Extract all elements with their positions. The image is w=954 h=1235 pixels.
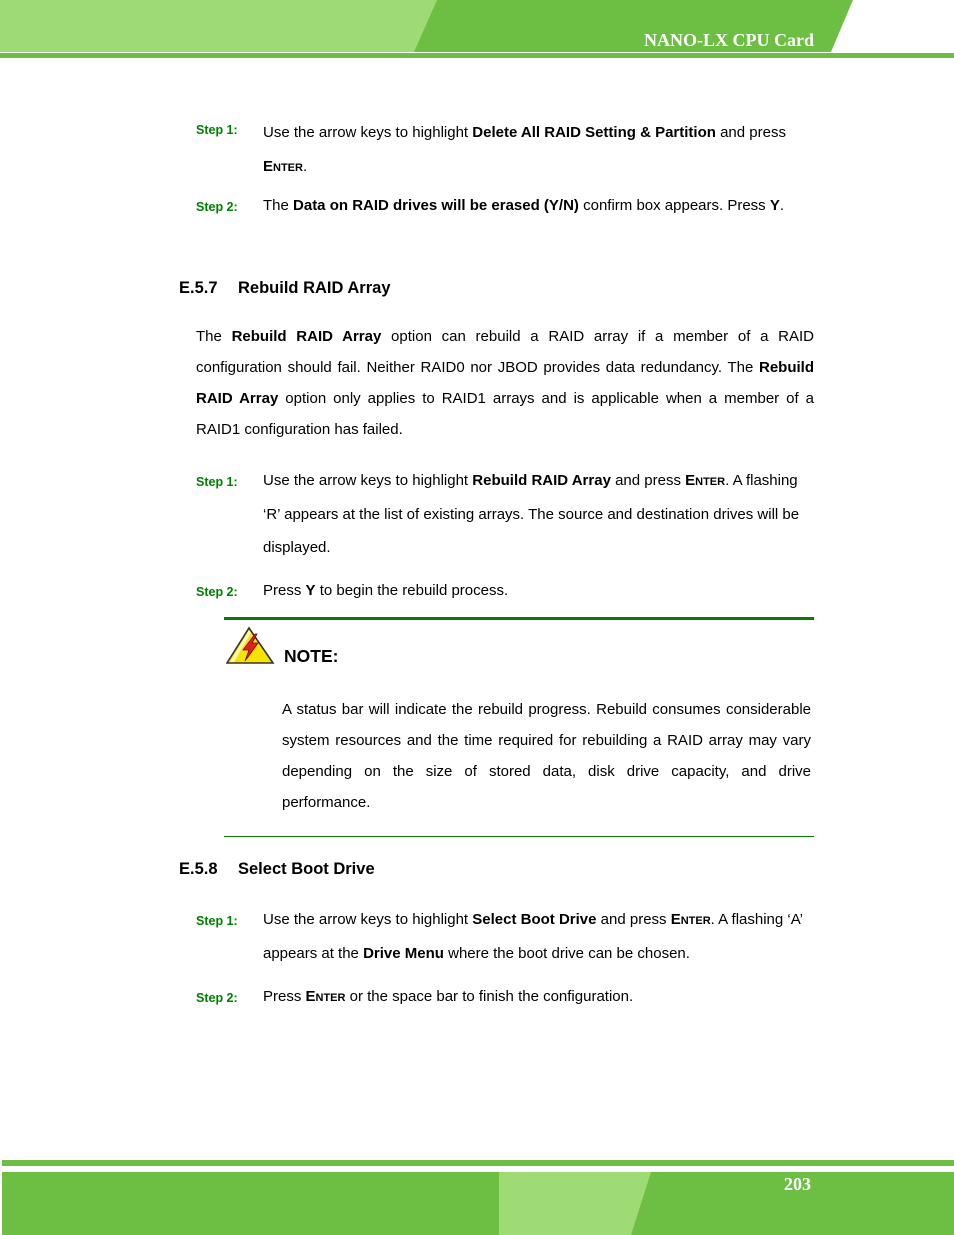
step-text: Use the arrow keys to highlight Rebuild RAID Array and press Enter. A flashing ‘R’ appears at the list of existing arrays. The source and destination drives will be displayed. (263, 472, 800, 556)
step-text: The Data on RAID drives will be erased (Y/N) confirm box appears. Press Y. (263, 197, 785, 214)
step-label: Step 1: (196, 475, 238, 489)
section-heading-e57: E.5.7 Rebuild RAID Array (179, 279, 391, 297)
step-label: Step 2: (196, 991, 238, 1005)
step-text: Press Y to begin the rebuild process. (263, 582, 509, 599)
section-heading-e58: E.5.8 Select Boot Drive (179, 860, 375, 878)
note-text: A status bar will indicate the rebuild progress. Rebuild consumes considerable system resources and the time required for rebuilding a RAID array may vary depending on the size of stored data, disk drive capacity, and drive performance. (282, 701, 811, 811)
step-label: Step 2: (196, 585, 238, 599)
step-label: Step 1: (196, 123, 238, 137)
page-number: 203 (784, 1174, 811, 1194)
step-text: Use the arrow keys to highlight Delete All RAID Setting & Partition and press Enter. (263, 124, 786, 175)
rebuild-raid-paragraph: The Rebuild RAID Array option can rebuild a RAID array if a member of a RAID configuration should fail. Neither RAID0 nor JBOD provides data redundancy. The Rebuild RAID Array option only applies to RAID1 arrays and is applicable when a member of a RAID1 configuration has failed. (196, 328, 814, 438)
header-title: NANO-LX CPU Card (644, 30, 814, 50)
step-label: Step 2: (196, 200, 238, 214)
note-top-rule (224, 617, 814, 620)
step-label: Step 1: (196, 914, 238, 928)
step-text: Press Enter or the space bar to finish the configuration. (263, 988, 634, 1005)
note-bottom-rule (224, 836, 814, 837)
note-title: NOTE: (284, 646, 339, 666)
footer-band (0, 1160, 954, 1235)
warning-icon (226, 626, 276, 666)
step-text: Use the arrow keys to highlight Select Boot Drive and press Enter. A flashing ‘A’ appears at the Drive Menu where the boot drive can be chosen. (263, 911, 803, 962)
